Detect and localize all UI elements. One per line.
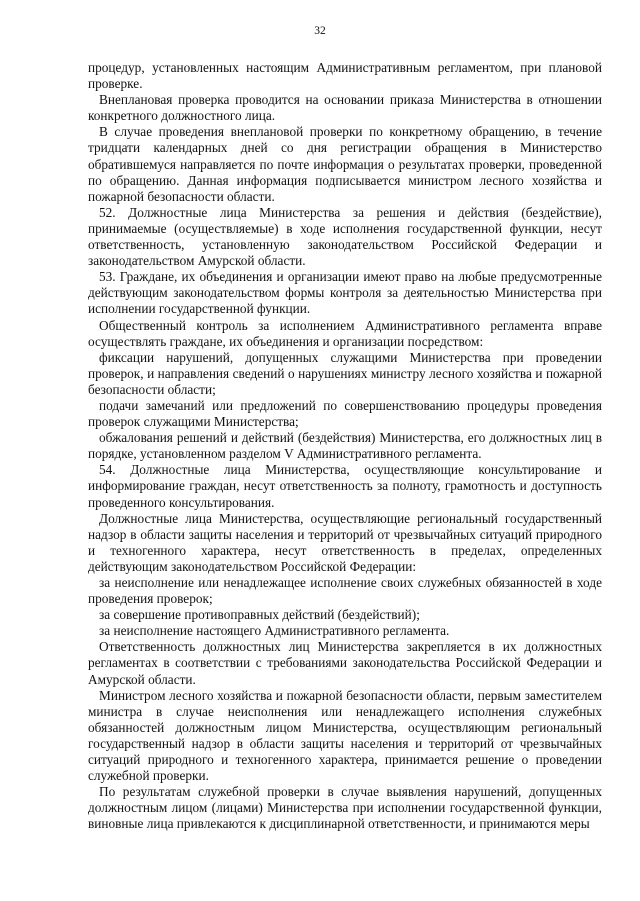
paragraph: обжалования решений и действий (бездействия) Министерства, его должностных лиц в порядке, установленном разделом V Административного регламента. — [88, 430, 602, 462]
paragraph: за совершение противоправных действий (бездействий); — [99, 607, 420, 623]
paragraph: фиксации нарушений, допущенных служащими Министерства при проведении проверок, и направления сведений о нарушениях министру лесного хозяйства и пожарной безопасности области; — [88, 349, 602, 397]
paragraph: Общественный контроль за исполнением Административного регламента вправе осуществлять граждане, их объединения и организации посредством: — [88, 317, 602, 349]
document-body — [88, 60, 602, 833]
paragraph: 52. Должностные лица Министерства за решения и действия (бездействие), принимаемые (осуществляемые) в ходе исполнения государственной функции, несут ответственность, установленную законодательством Российской Федерации и законодательством Амурской области. — [88, 204, 602, 269]
paragraph: 53. Граждане, их объединения и организации имеют право на любые предусмотренные действующим законодательством формы контроля за деятельностью Министерства при исполнении государственной функции. — [88, 269, 602, 317]
paragraph: подачи замечаний или предложений по совершенствованию процедуры проведения проверок служащими Министерства; — [88, 397, 602, 430]
paragraph: В случае проведения внеплановой проверки по конкретному обращению, в течение тридцати календарных дней со дня регистрации обращения в Министерство обратившемуся направляется по почте информация о результатах проверки, проведенной по обращению. Данная информация подписывается министром лесного хозяйства и пожарной безопасности области. — [88, 124, 602, 204]
paragraph: Должностные лица Министерства, осуществляющие региональный государственный надзор в области защиты населения и территорий от чрезвычайных ситуаций природного и техногенного характера, несут ответственность в пределах, определенных действующим законодательством Российской Федерации: — [88, 510, 602, 574]
paragraph: Внеплановая проверка проводится на основании приказа Министерства в отношении конкретного должностного лица. — [88, 92, 602, 124]
paragraph: за неисполнение или ненадлежащее исполнение своих служебных обязанностей в ходе проведения проверок; — [88, 575, 602, 607]
paragraph: Ответственность должностных лиц Министерства закрепляется в их должностных регламентах в соответствии с требованиями законодательства Российской Федерации и Амурской области. — [88, 639, 602, 687]
paragraph: Министром лесного хозяйства и пожарной безопасности области, первым заместителем министра в случае неисполнения или ненадлежащего исполнения служебных обязанностей должностным лицом Министерства, осуществляющим региональный государственный надзор в области защиты населения и территорий от чрезвычайных ситуаций природного и техногенного характера, принимается решение о проведении служебной проверки. — [88, 687, 602, 784]
paragraph: По результатам служебной проверки в случае выявления нарушений, допущенных должностным лицом (лицами) Министерства при исполнении государственной функции, виновные лица привлекаются к дисциплинарной ответственности, и принимаются меры — [88, 784, 602, 832]
paragraph: 54. Должностные лица Министерства, осуществляющие консультирование и информирование граждан, несут ответственность за полноту, грамотность и доступность проведенного консультирования. — [88, 462, 602, 510]
paragraph: процедур, установленных настоящим Административным регламентом, при плановой проверке. — [88, 60, 602, 92]
paragraph: за неисполнение настоящего Административного регламента. — [99, 623, 450, 639]
page-number: 32 — [314, 25, 326, 37]
